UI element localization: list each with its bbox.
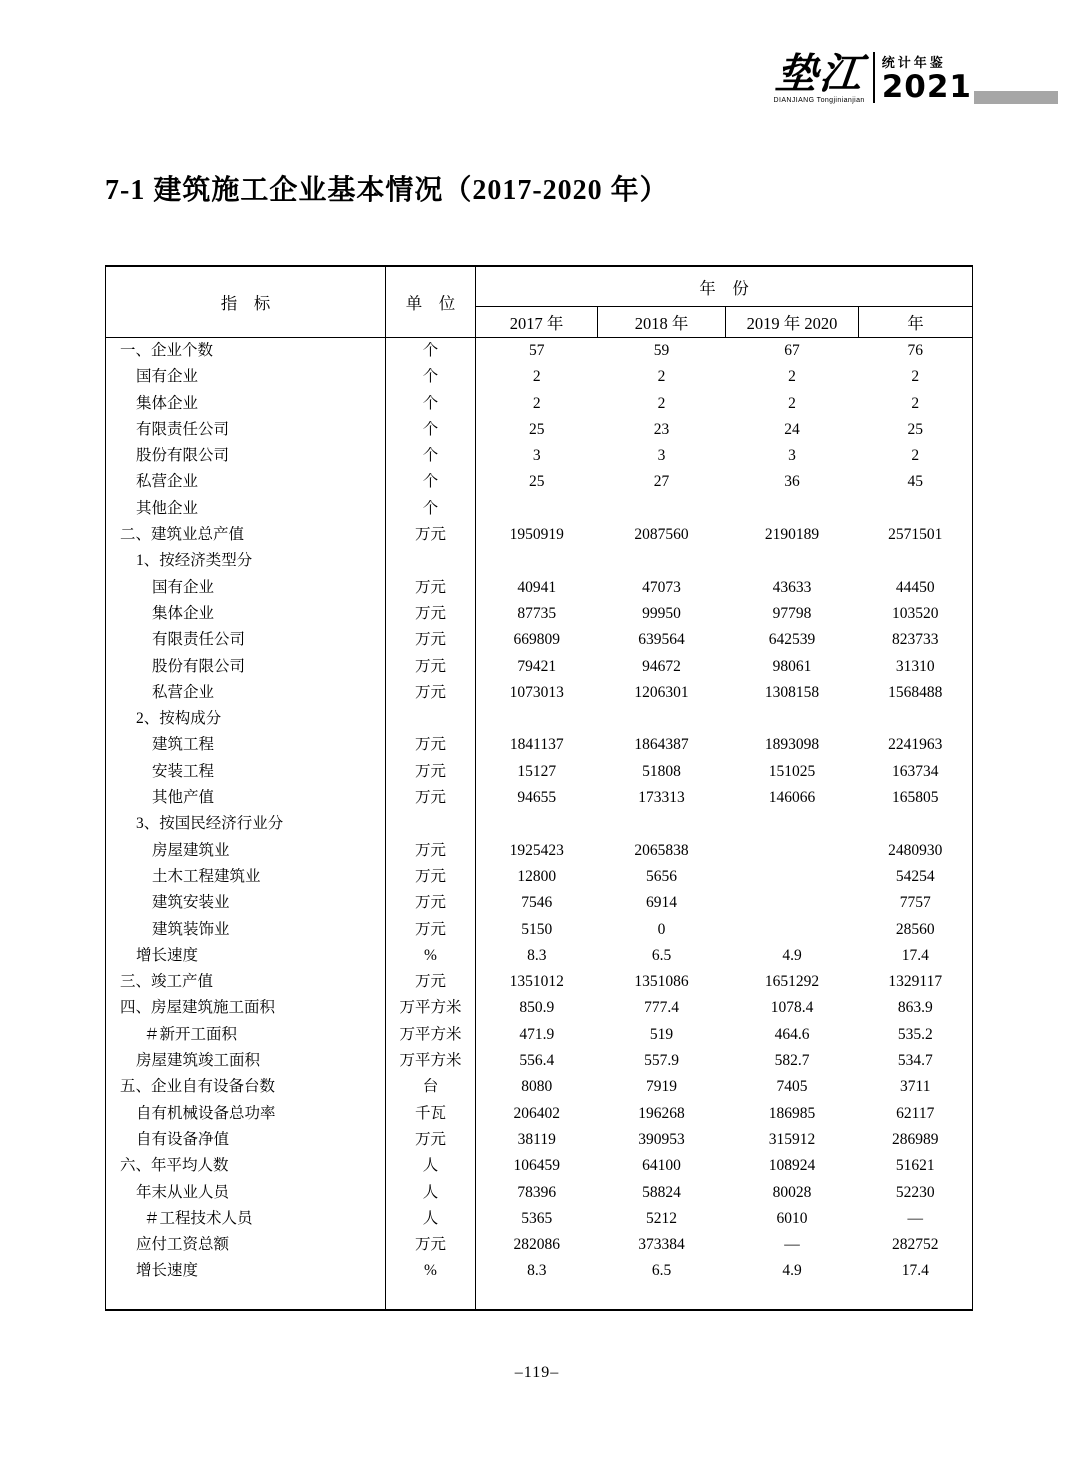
indicator-cell: 房屋建筑业 [106, 838, 386, 864]
table-row [106, 601, 973, 627]
value-cell: 2480930 [888, 841, 943, 859]
value-cell: 196268 [638, 1104, 685, 1122]
value-cell: 51808 [642, 762, 681, 780]
table-row [106, 1048, 973, 1074]
value-cell: 8080 [521, 1078, 553, 1096]
indicator-cell: 四、房屋建筑施工面积 [106, 995, 386, 1021]
table-row [106, 364, 973, 390]
indicator-cell: 国有企业 [106, 575, 386, 601]
indicator-cell: ＃新开工面积 [106, 1022, 386, 1048]
unit-cell: 万元 [386, 1127, 476, 1153]
header-year-group: 年 份 [476, 266, 973, 307]
logo-brand-block [772, 49, 873, 105]
value-cell: 106459 [513, 1157, 560, 1175]
indicator-cell: 三、竣工产值 [106, 969, 386, 995]
value-cell: 2 [911, 368, 920, 386]
value-cell: 1329117 [888, 973, 943, 991]
value-cell: 6.5 [651, 1262, 672, 1280]
table-row [106, 917, 973, 943]
indicator-cell: 私营企业 [106, 469, 386, 495]
value-cell: 52230 [895, 1183, 935, 1201]
indicator-cell: 集体企业 [106, 601, 386, 627]
value-cell: 1078.4 [770, 999, 814, 1017]
unit-cell: 千瓦 [386, 1101, 476, 1127]
value-cell [726, 811, 859, 837]
value-cell: 186985 [768, 1104, 816, 1122]
indicator-cell: 自有机械设备总功率 [106, 1101, 386, 1127]
value-cell: 6914 [646, 894, 677, 912]
logo-yearbook-block [873, 52, 972, 103]
header-year-col-3: 2019 年 2020 [726, 307, 859, 338]
value-cell: 5212 [646, 1209, 677, 1227]
value-cell: 2 [532, 368, 541, 386]
value-cell: 1073013 [509, 683, 564, 701]
value-cell: 108924 [768, 1157, 816, 1175]
value-cell [726, 496, 859, 522]
logo-decorative-bar [974, 91, 1058, 104]
indicator-cell: 1、按经济类型分 [106, 548, 386, 574]
table-row [106, 995, 973, 1021]
table-row [106, 1232, 973, 1258]
table-row [106, 680, 973, 706]
indicator-cell: 股份有限公司 [106, 443, 386, 469]
unit-cell: 人 [386, 1153, 476, 1179]
value-cell: 2 [788, 368, 796, 386]
unit-cell: 万元 [386, 627, 476, 653]
value-cell: 1893098 [764, 736, 820, 754]
value-cell: 58824 [642, 1183, 681, 1201]
unit-cell: 万元 [386, 917, 476, 943]
value-cell: 4.9 [782, 1262, 802, 1280]
unit-cell: 万元 [386, 601, 476, 627]
value-cell: 1308158 [764, 683, 820, 701]
indicator-cell: 自有设备净值 [106, 1127, 386, 1153]
value-cell: 8.3 [527, 946, 547, 964]
filler-cell [859, 1285, 973, 1310]
indicator-cell: 安装工程 [106, 759, 386, 785]
value-cell: 2 [911, 394, 920, 412]
indicator-cell: 其他企业 [106, 496, 386, 522]
value-cell: 76 [907, 342, 923, 359]
value-cell [726, 917, 859, 943]
value-cell: 173313 [638, 789, 685, 807]
table-row [106, 443, 973, 469]
value-cell: 5656 [646, 867, 677, 885]
indicator-cell: 国有企业 [106, 364, 386, 390]
value-cell [598, 706, 726, 732]
page-title: 7-1 建筑施工企业基本情况（2017-2020 年） [105, 175, 669, 206]
unit-cell: 万平方米 [386, 1022, 476, 1048]
indicator-cell: 土木工程建筑业 [106, 864, 386, 890]
value-cell: 79421 [517, 657, 557, 675]
indicator-cell: 有限责任公司 [106, 417, 386, 443]
header-indicator: 指 标 [106, 266, 386, 338]
value-cell [476, 496, 598, 522]
indicator-cell: 建筑安装业 [106, 890, 386, 916]
value-cell: 1206301 [634, 683, 689, 701]
table-row [106, 496, 973, 522]
logo-brand-calligraphy: 垫江 [772, 49, 866, 98]
unit-cell: % [386, 943, 476, 969]
value-cell: 206402 [513, 1104, 560, 1122]
header-unit: 单 位 [386, 266, 476, 338]
value-cell: 642539 [768, 631, 816, 649]
logo-year: 2021 [881, 69, 972, 105]
unit-cell [386, 548, 476, 574]
value-cell: 36 [784, 473, 800, 491]
value-cell: 165805 [892, 789, 939, 807]
value-cell: 1841137 [509, 736, 564, 754]
indicator-cell: 建筑工程 [106, 732, 386, 758]
value-cell: 282086 [513, 1236, 560, 1254]
unit-cell: 万元 [386, 864, 476, 890]
table-row [106, 890, 973, 916]
indicator-cell: 建筑装饰业 [106, 917, 386, 943]
value-cell: 464.6 [774, 1025, 810, 1043]
value-cell: 2 [657, 394, 666, 412]
value-cell: 282752 [892, 1236, 939, 1254]
value-cell: 373384 [638, 1236, 685, 1254]
value-cell: 25 [529, 473, 545, 491]
unit-cell: 个 [386, 469, 476, 495]
value-cell: 669809 [513, 631, 560, 649]
unit-cell: 万元 [386, 838, 476, 864]
table-row [106, 417, 973, 443]
value-cell: 582.7 [774, 1052, 810, 1070]
unit-cell: 个 [386, 417, 476, 443]
indicator-cell: 3、按国民经济行业分 [106, 811, 386, 837]
value-cell: 2 [532, 394, 541, 412]
indicator-cell: 应付工资总额 [106, 1232, 386, 1258]
value-cell: 7405 [776, 1078, 808, 1096]
value-cell: 557.9 [644, 1052, 679, 1070]
filler-cell [476, 1285, 598, 1310]
unit-cell: 万元 [386, 680, 476, 706]
value-cell: 25 [529, 420, 545, 438]
value-cell: 850.9 [519, 999, 555, 1017]
unit-cell: 万元 [386, 654, 476, 680]
table-filler-row [106, 1285, 973, 1310]
value-cell: 40941 [517, 578, 557, 596]
value-cell: 5150 [521, 920, 553, 938]
table-row [106, 627, 973, 653]
logo-yearbook-label: 统计年鉴 [881, 55, 946, 70]
value-cell: 87735 [517, 604, 557, 622]
value-cell: 2190189 [764, 526, 820, 544]
value-cell: 45 [907, 473, 923, 491]
value-cell: 863.9 [897, 999, 933, 1017]
indicator-cell: ＃工程技术人员 [106, 1206, 386, 1232]
value-cell [598, 496, 726, 522]
value-cell [859, 706, 973, 732]
value-cell: 777.4 [644, 999, 679, 1017]
unit-cell: 万平方米 [386, 1048, 476, 1074]
value-cell: 80028 [772, 1183, 812, 1201]
table-row [106, 469, 973, 495]
value-cell: 1351012 [509, 973, 564, 991]
unit-cell: 万元 [386, 890, 476, 916]
value-cell: 25 [907, 420, 923, 438]
indicator-cell: 五、企业自有设备台数 [106, 1074, 386, 1100]
value-cell: 1568488 [888, 683, 943, 701]
value-cell: 27 [653, 473, 670, 491]
value-cell: 519 [649, 1025, 674, 1043]
filler-cell [386, 1285, 476, 1310]
indicator-cell: 2、按构成分 [106, 706, 386, 732]
table-row [106, 759, 973, 785]
value-cell: 5365 [521, 1209, 553, 1227]
value-cell: 390953 [638, 1130, 685, 1148]
value-cell: 78396 [517, 1183, 557, 1201]
table-row [106, 522, 973, 548]
value-cell [476, 706, 598, 732]
value-cell: 31310 [895, 657, 935, 675]
table-body [106, 338, 973, 1310]
unit-cell: 万元 [386, 759, 476, 785]
table-header-row-1 [106, 266, 973, 307]
indicator-cell: 房屋建筑竣工面积 [106, 1048, 386, 1074]
statistics-table [105, 265, 973, 1311]
value-cell: — [907, 1209, 923, 1227]
indicator-cell: 股份有限公司 [106, 654, 386, 680]
value-cell: 64100 [642, 1157, 681, 1175]
table-row [106, 654, 973, 680]
value-cell: 4.9 [782, 946, 802, 964]
table-row [106, 1206, 973, 1232]
value-cell: 7546 [521, 894, 553, 912]
value-cell: 57 [529, 342, 545, 359]
unit-cell: 台 [386, 1074, 476, 1100]
value-cell: 823733 [892, 631, 939, 649]
logo-brand-latin: DIANJIANG Tongjinianjian [773, 97, 865, 105]
table-row [106, 706, 973, 732]
value-cell [726, 890, 859, 916]
value-cell: 43633 [772, 578, 812, 596]
header-year-col-2: 2018 年 [598, 307, 726, 338]
value-cell: 7919 [646, 1078, 677, 1096]
value-cell [476, 811, 598, 837]
unit-cell: % [386, 1258, 476, 1284]
filler-cell [726, 1285, 859, 1310]
table-row [106, 785, 973, 811]
table-row [106, 732, 973, 758]
table-row [106, 811, 973, 837]
value-cell: 7757 [899, 894, 931, 912]
value-cell: 6.5 [651, 946, 672, 964]
unit-cell: 万元 [386, 969, 476, 995]
table-row [106, 1022, 973, 1048]
value-cell: 98061 [772, 657, 812, 675]
indicator-cell: 有限责任公司 [106, 627, 386, 653]
table-row [106, 1180, 973, 1206]
unit-cell: 万元 [386, 1232, 476, 1258]
value-cell: 1651292 [764, 973, 820, 991]
value-cell [476, 548, 598, 574]
value-cell: 1950919 [509, 526, 564, 544]
value-cell: 146066 [768, 789, 816, 807]
value-cell: 17.4 [901, 946, 929, 964]
value-cell: 47073 [642, 578, 681, 596]
value-cell [726, 706, 859, 732]
table-row [106, 864, 973, 890]
unit-cell: 万元 [386, 522, 476, 548]
table-row [106, 391, 973, 417]
table-row [106, 969, 973, 995]
value-cell: 44450 [895, 578, 935, 596]
table-row [106, 1258, 973, 1284]
value-cell [726, 838, 859, 864]
value-cell: 67 [784, 342, 800, 359]
unit-cell: 人 [386, 1180, 476, 1206]
value-cell: 151025 [768, 762, 816, 780]
value-cell: 94672 [642, 657, 681, 675]
value-cell: 2087560 [634, 526, 689, 544]
value-cell: 17.4 [901, 1262, 929, 1280]
filler-cell [106, 1285, 386, 1310]
value-cell: 103520 [892, 604, 939, 622]
unit-cell: 个 [386, 443, 476, 469]
indicator-cell: 集体企业 [106, 391, 386, 417]
table-row [106, 1101, 973, 1127]
table-row [106, 1127, 973, 1153]
value-cell [859, 496, 973, 522]
value-cell: 99950 [642, 604, 681, 622]
header-year-col-4: 年 [859, 307, 973, 338]
value-cell: 1351086 [634, 973, 689, 991]
unit-cell: 个 [386, 364, 476, 390]
value-cell: 3 [532, 447, 541, 465]
value-cell: 59 [653, 342, 670, 359]
yearbook-logo [772, 49, 1058, 105]
value-cell [859, 548, 973, 574]
value-cell: 3 [657, 447, 666, 465]
value-cell: 1925423 [509, 841, 564, 859]
unit-cell: 人 [386, 1206, 476, 1232]
value-cell: 28560 [895, 920, 935, 938]
table-row [106, 338, 973, 365]
value-cell: 471.9 [519, 1025, 555, 1043]
value-cell: 6010 [776, 1209, 808, 1227]
value-cell: 15127 [517, 762, 557, 780]
indicator-cell: 年末从业人员 [106, 1180, 386, 1206]
value-cell: 23 [653, 420, 670, 438]
indicator-cell: 私营企业 [106, 680, 386, 706]
value-cell: 97798 [772, 604, 812, 622]
unit-cell: 个 [386, 338, 476, 365]
table-row [106, 1074, 973, 1100]
value-cell: 639564 [638, 631, 685, 649]
value-cell: 24 [784, 420, 800, 438]
value-cell: 1864387 [634, 736, 689, 754]
unit-cell: 万元 [386, 732, 476, 758]
value-cell: 8.3 [527, 1262, 547, 1280]
filler-cell [598, 1285, 726, 1310]
value-cell: 534.7 [897, 1052, 933, 1070]
value-cell: 2065838 [634, 841, 689, 859]
value-cell: 38119 [517, 1130, 556, 1148]
header-year-col-1: 2017 年 [476, 307, 598, 338]
value-cell: 163734 [892, 762, 939, 780]
value-cell: 556.4 [519, 1052, 555, 1070]
value-cell: 2571501 [888, 526, 943, 544]
value-cell: 0 [657, 920, 666, 938]
indicator-cell: 二、建筑业总产值 [106, 522, 386, 548]
table-row [106, 838, 973, 864]
value-cell [726, 548, 859, 574]
value-cell: 286989 [892, 1130, 939, 1148]
value-cell: 62117 [896, 1104, 935, 1122]
value-cell: 51621 [895, 1157, 935, 1175]
unit-cell: 万平方米 [386, 995, 476, 1021]
value-cell: 2 [911, 447, 920, 465]
unit-cell: 万元 [386, 785, 476, 811]
value-cell: 535.2 [897, 1025, 933, 1043]
unit-cell [386, 706, 476, 732]
indicator-cell: 增长速度 [106, 943, 386, 969]
indicator-cell: 六、年平均人数 [106, 1153, 386, 1179]
value-cell [726, 864, 859, 890]
value-cell: 54254 [895, 867, 935, 885]
value-cell [598, 548, 726, 574]
value-cell: 12800 [517, 867, 557, 885]
unit-cell: 个 [386, 391, 476, 417]
table-row [106, 548, 973, 574]
unit-cell: 个 [386, 496, 476, 522]
table-row [106, 575, 973, 601]
value-cell: 2241963 [888, 736, 943, 754]
unit-cell [386, 811, 476, 837]
value-cell: — [784, 1236, 800, 1254]
indicator-cell: 一、企业个数 [106, 338, 386, 365]
value-cell: 3 [788, 447, 796, 465]
table-row [106, 1153, 973, 1179]
indicator-cell: 其他产值 [106, 785, 386, 811]
value-cell: 2 [657, 368, 666, 386]
unit-cell: 万元 [386, 575, 476, 601]
value-cell [598, 811, 726, 837]
value-cell: 3711 [900, 1078, 931, 1096]
value-cell: 2 [788, 394, 796, 412]
page-number: –119– [514, 1364, 560, 1381]
value-cell: 315912 [768, 1130, 816, 1148]
table-row [106, 943, 973, 969]
value-cell [859, 811, 973, 837]
value-cell: 94655 [517, 789, 557, 807]
indicator-cell: 增长速度 [106, 1258, 386, 1284]
